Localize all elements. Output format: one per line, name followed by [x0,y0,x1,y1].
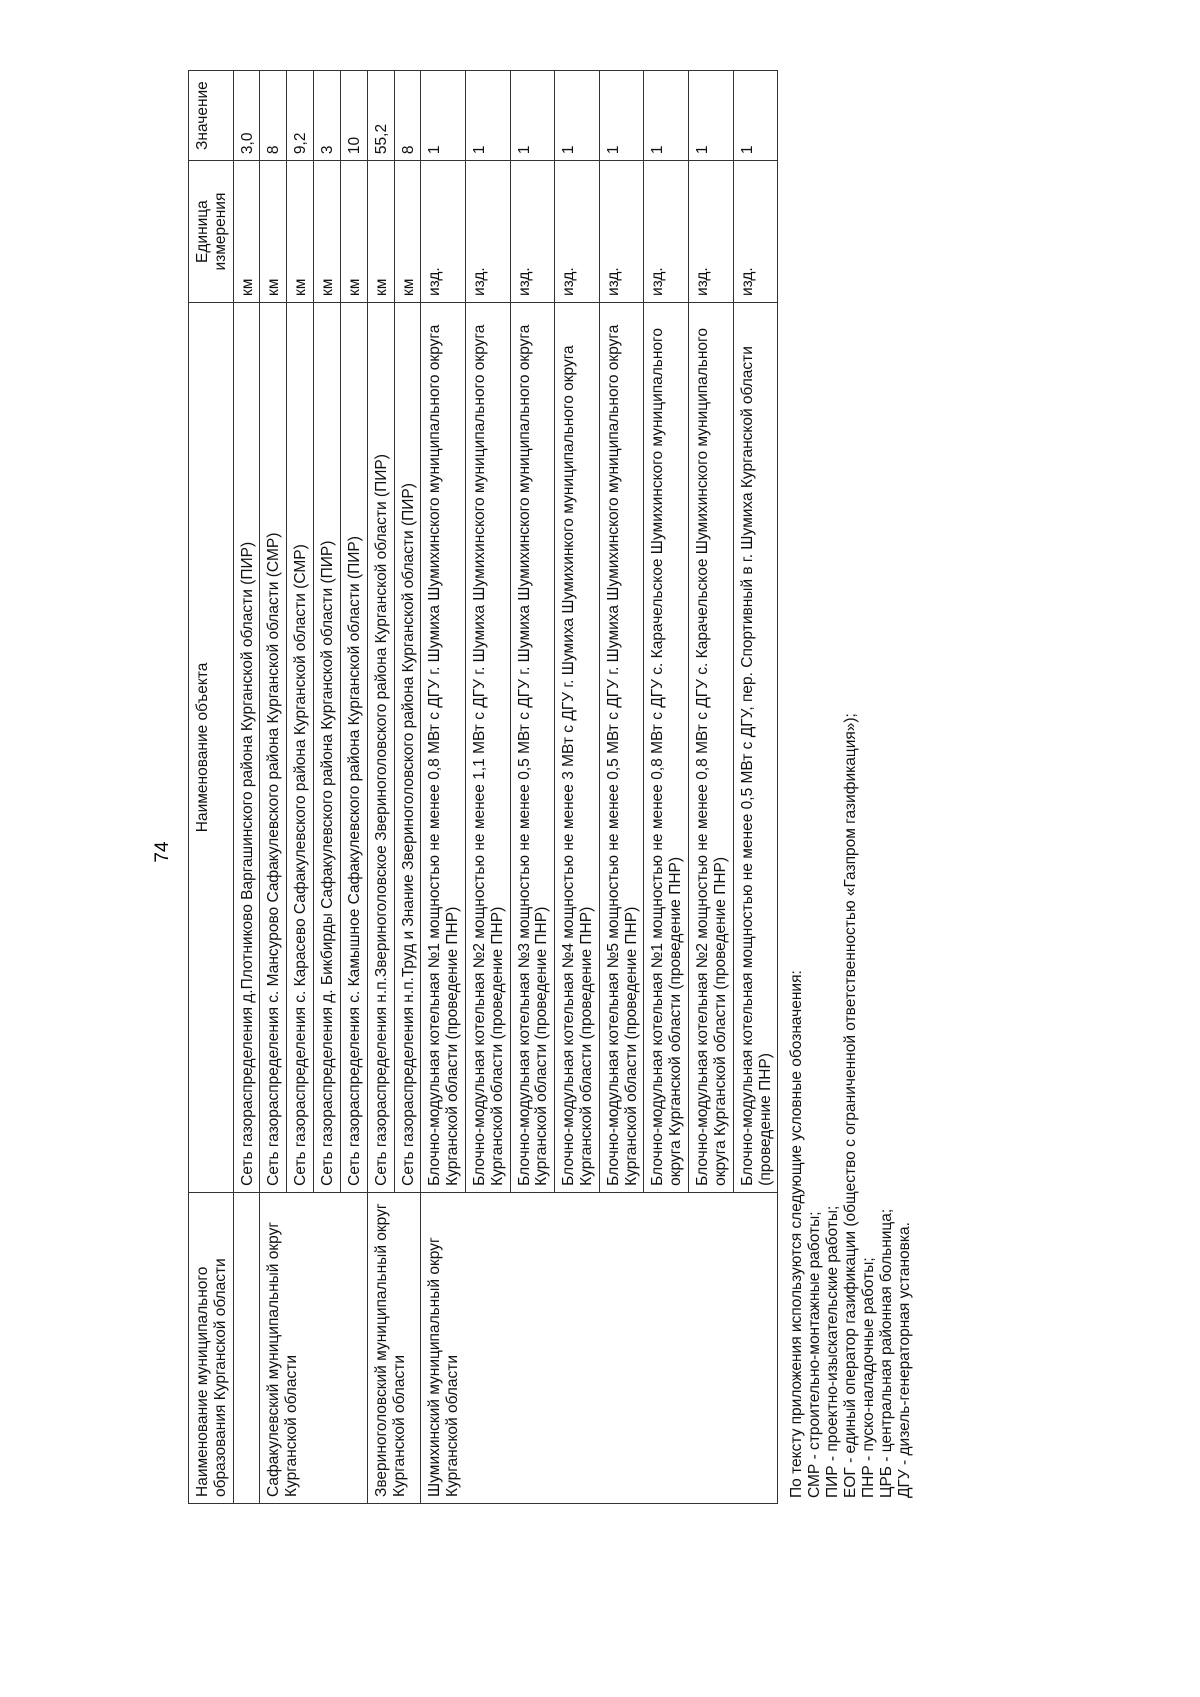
unit-cell: изд. [510,161,555,303]
value-cell: 1 [733,71,778,161]
value-cell: 1 [421,71,466,161]
note-line: ДГУ - дизель-генераторная установка. [896,1222,914,1498]
object-cell: Сеть газораспределения д. Бикбирды Сафакулевского района Курганской области (ПИР) [314,303,341,1193]
header-value: Значение [189,71,234,161]
value-cell: 1 [465,71,510,161]
unit-cell: изд. [555,161,600,303]
unit-cell: км [394,161,421,303]
object-cell: Блочно-модульная котельная №2 мощностью не менее 0,8 МВт с ДГУ с. Карачельское Шумихинского муниципального округа Курганской области (проведение ПНР) [689,303,734,1193]
object-cell: Блочно-модульная котельная №1 мощностью не менее 0,8 МВт с ДГУ г. Шумиха Шумихинского муниципального округа Курганской области (проведение ПНР) [421,303,466,1193]
note-line: СМР - строительно-монтажные работы; [806,1211,824,1498]
table-body [233,71,778,1504]
note-line: ПНР - пуско-наладочные работы; [860,1257,878,1498]
object-cell: Сеть газораспределения с. Мансурово Сафакулевского района Курганской области (СМР) [260,303,287,1193]
abbreviations-notes [788,70,914,1504]
table-row [421,71,466,1504]
value-cell: 55,2 [367,71,394,161]
object-cell: Сеть газораспределения с. Карасево Сафакулевского района Курганской области (СМР) [287,303,314,1193]
value-cell: 1 [510,71,555,161]
value-cell: 8 [394,71,421,161]
municipality-cell: Шумихинский муниципальный округ Курганской области [421,1192,778,1503]
municipality-cell [233,1192,260,1503]
unit-cell: км [340,161,367,303]
note-line: ЕОГ - единый оператор газификации (общество с ограниченной ответственностью «Газпром газификация»); [842,713,860,1498]
unit-cell: км [233,161,260,303]
unit-cell: км [314,161,341,303]
notes-intro: По тексту приложения используются следующие условные обозначения: [788,970,806,1498]
unit-cell: изд. [689,161,734,303]
unit-cell: изд. [733,161,778,303]
unit-cell: км [260,161,287,303]
object-cell: Блочно-модульная котельная №4 мощностью не менее 3 МВт с ДГУ г. Шумиха Шумихинкого муниципального округа Курганской области (проведение ПНР) [555,303,600,1193]
municipality-cell: Звериноголовский муниципальный округ Курганской области [367,1192,421,1503]
value-cell: 3,0 [233,71,260,161]
object-cell: Сеть газораспределения н.п.Звериноголовское Звериноголовского района Курганской области (ПИР) [367,303,394,1193]
object-cell: Сеть газораспределения с. Камышное Сафакулевского района Курганской области (ПИР) [340,303,367,1193]
object-cell: Сеть газораспределения н.п.Труд и Знание Звериноголовского района Курганской области (ПИР) [394,303,421,1193]
table-header-row [189,71,234,1504]
note-line: ПИР - проектно-изыскательские работы; [824,1205,842,1498]
value-cell: 1 [555,71,600,161]
unit-cell: изд. [465,161,510,303]
unit-cell: изд. [644,161,689,303]
page-number: 74 [152,841,173,863]
objects-table [188,70,778,1504]
unit-cell: км [287,161,314,303]
value-cell: 9,2 [287,71,314,161]
object-cell: Блочно-модульная котельная №5 мощностью не менее 0,5 МВт с ДГУ г. Шумиха Шумихинского муниципального округа Курганской области (проведение ПНР) [599,303,644,1193]
header-object: Наименование объекта [189,303,234,1193]
value-cell: 8 [260,71,287,161]
table-row [367,71,394,1504]
rotated-content [188,70,971,1504]
table-row [260,71,287,1504]
value-cell: 10 [340,71,367,161]
header-unit: Единица измерения [189,161,234,303]
unit-cell: изд. [599,161,644,303]
value-cell: 1 [689,71,734,161]
unit-cell: км [367,161,394,303]
object-cell: Блочно-модульная котельная №1 мощностью не менее 0,8 МВт с ДГУ с. Карачельское Шумихинского муниципального округа Курганской области (проведение ПНР) [644,303,689,1193]
value-cell: 1 [644,71,689,161]
note-line: ЦРБ - центральная районная больница; [878,1208,896,1498]
object-cell: Блочно-модульная котельная №2 мощностью не менее 1,1 МВт с ДГУ г. Шумиха Шумихинского муниципального округа Курганской области (проведение ПНР) [465,303,510,1193]
object-cell: Блочно-модульная котельная мощностью не менее 0,5 МВт с ДГУ, пер. Спортивный в г. Шумиха Курганской области (проведение ПНР) [733,303,778,1193]
unit-cell: изд. [421,161,466,303]
value-cell: 3 [314,71,341,161]
object-cell: Блочно-модульная котельная №3 мощностью не менее 0,5 МВт с ДГУ г. Шумиха Шумихинского муниципального округа Курганской области (проведение ПНР) [510,303,555,1193]
municipality-cell: Сафакулевский муниципальный округ Курганской области [260,1192,367,1503]
object-cell: Сеть газораспределения д.Плотниково Варгашинского района Курганской области (ПИР) [233,303,260,1193]
header-municipality: Наименование муниципального образования Курганской области [189,1192,234,1503]
table-row [233,71,260,1504]
value-cell: 1 [599,71,644,161]
